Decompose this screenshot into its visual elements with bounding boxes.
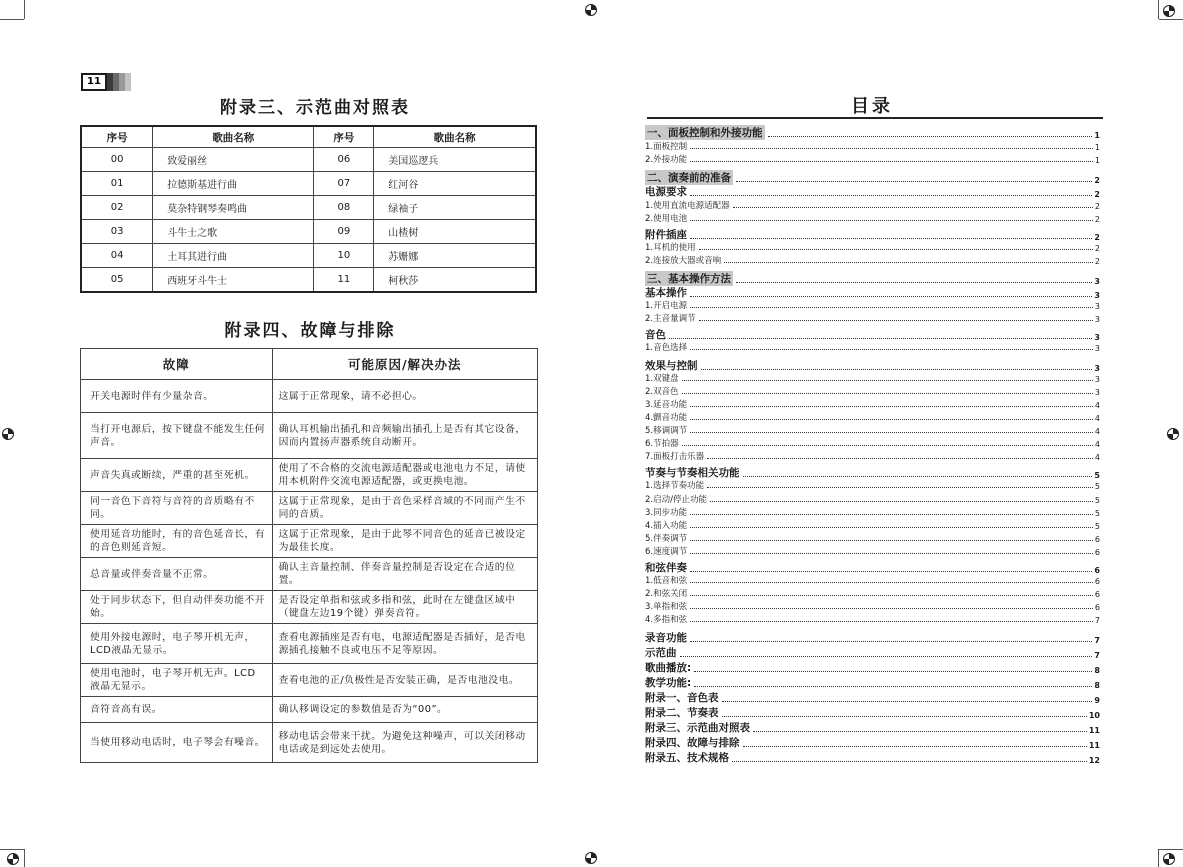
song-number-cell: 08	[314, 196, 374, 220]
toc-entry	[645, 613, 1100, 625]
toc-page-number: 6	[1094, 535, 1100, 544]
page-number	[81, 73, 107, 91]
toc-dot-leader	[733, 207, 1093, 208]
toc-entry-label: 附录三、示范曲对照表	[645, 722, 750, 734]
song-name-cell: 斗牛士之歌	[153, 220, 314, 244]
troubleshooting-table	[80, 348, 538, 763]
toc-dot-leader	[690, 582, 1093, 583]
toc-page-number: 8	[1094, 666, 1100, 675]
solution-cell: 确认耳机输出插孔和音频输出插孔上是否有其它设备，因而内置扬声器系统自动断开。	[272, 413, 537, 459]
toc-dot-leader	[722, 716, 1087, 717]
toc-dot-leader	[690, 419, 1093, 420]
song-number-cell: 10	[314, 244, 374, 268]
toc-entry-label: 1.使用直流电源适配器	[645, 201, 730, 211]
toc-page-number: 10	[1088, 711, 1100, 720]
toc-entry	[645, 341, 1100, 353]
toc-entry	[645, 299, 1100, 311]
toc-entry-label: 三、基本操作方法	[647, 273, 731, 285]
toc-entry	[645, 750, 1100, 765]
toc-entry	[645, 690, 1100, 705]
toc-entry	[645, 327, 1100, 342]
fault-cell: 当使用移动电话时，电子琴会有噪音。	[81, 723, 273, 763]
crop-mark	[0, 849, 24, 850]
toc-entry-label: 附录四、故障与排除	[645, 737, 740, 749]
toc-page-number: 2	[1094, 233, 1100, 242]
toc-dot-leader	[690, 148, 1093, 149]
toc-page-number: 3	[1094, 364, 1100, 373]
toc-dot-leader	[722, 701, 1093, 702]
toc-page-number: 6	[1094, 577, 1100, 586]
toc-entry-label: 效果与控制	[645, 360, 698, 372]
toc-entry	[645, 285, 1100, 300]
toc-entry-label: 6.节拍器	[645, 439, 679, 449]
toc-dot-leader	[690, 432, 1093, 433]
song-name-cell: 莫杂特钢琴奏鸣曲	[153, 196, 314, 220]
song-number-cell: 11	[314, 268, 374, 293]
toc-dot-leader	[699, 249, 1093, 250]
toc-entry	[645, 184, 1100, 199]
song-name-cell: 美国巡逻兵	[374, 148, 536, 172]
toc-dot-leader	[690, 595, 1093, 596]
songs-section-title: 附录三、示范曲对照表	[220, 98, 410, 118]
crop-mark	[24, 849, 25, 867]
toc-page-number: 6	[1094, 590, 1100, 599]
toc-dot-leader	[690, 161, 1093, 162]
toc-entry	[645, 660, 1100, 675]
toc-page-number: 2	[1094, 190, 1100, 199]
registration-mark-icon	[1162, 4, 1176, 18]
toc-entry-label: 音色	[645, 329, 666, 341]
toc-entry-label: 3.同步功能	[645, 508, 688, 518]
fault-cell: 同一音色下音符与音符的音质略有不同。	[81, 492, 273, 525]
solution-cell: 确认移调设定的参数值是否为“00”。	[272, 697, 537, 723]
toc-entry	[645, 532, 1100, 544]
toc-page-number: 4	[1094, 401, 1100, 410]
toc-page-number: 3	[1094, 291, 1100, 300]
toc-chapter	[645, 170, 1100, 185]
toc-page-number: 7	[1094, 636, 1100, 645]
toc-dot-leader	[680, 656, 1093, 657]
toc-entry-label: 2.双音色	[645, 387, 679, 397]
table-row	[81, 624, 538, 664]
toc-entry	[645, 424, 1100, 436]
table-row	[81, 664, 538, 697]
toc-dot-leader	[699, 320, 1093, 321]
column-header: 序号	[81, 126, 153, 148]
toc-entry	[645, 140, 1100, 152]
toc-entry	[645, 385, 1100, 397]
solution-cell: 是否设定单指和弦或多指和弦，此时在左键盘区域中（键盘左边19个键）弹奏音符。	[272, 591, 537, 624]
registration-mark-icon	[6, 852, 20, 866]
toc-page-number: 12	[1088, 756, 1100, 765]
toc-entry-label: 1.开启电源	[645, 301, 688, 311]
toc-entry-label: 4.颤音功能	[645, 413, 688, 423]
toc-dot-leader	[682, 445, 1093, 446]
toc-entry-label: 2.和弦关闭	[645, 589, 688, 599]
table-row	[81, 558, 538, 591]
toc-dot-leader	[682, 393, 1093, 394]
toc-page-number: 3	[1094, 302, 1100, 311]
page-number-label: 11	[83, 75, 105, 89]
song-number-cell: 04	[81, 244, 153, 268]
toc-page-number: 5	[1094, 509, 1100, 518]
toc-page-number: 2	[1094, 244, 1100, 253]
toc-entry	[645, 212, 1100, 224]
table-row	[81, 413, 538, 459]
toc-entry	[645, 254, 1100, 266]
faults-section-title: 附录四、故障与排除	[224, 321, 396, 341]
table-row	[81, 148, 536, 172]
toc-chapter	[645, 125, 1100, 140]
toc-dot-leader	[690, 349, 1093, 350]
table-row	[81, 380, 538, 413]
column-header: 故障	[81, 349, 273, 380]
column-header: 序号	[314, 126, 374, 148]
toc-page-number: 3	[1094, 277, 1100, 286]
toc-entry	[645, 479, 1100, 491]
column-header: 可能原因/解决办法	[272, 349, 537, 380]
fault-cell: 开关电源时伴有少量杂音。	[81, 380, 273, 413]
song-number-cell: 03	[81, 220, 153, 244]
toc-page-number: 2	[1094, 202, 1100, 211]
song-name-cell: 苏姗娜	[374, 244, 536, 268]
crop-mark	[1159, 19, 1183, 20]
toc-page-number: 4	[1094, 453, 1100, 462]
toc-entry-label: 节奏与节奏相关功能	[645, 467, 740, 479]
toc-dot-leader	[690, 514, 1093, 515]
toc-page-number: 2	[1094, 257, 1100, 266]
table-row	[81, 525, 538, 558]
toc-entry-label: 4.插入功能	[645, 521, 688, 531]
toc-dot-leader	[690, 527, 1093, 528]
toc-page-number: 2	[1094, 176, 1100, 185]
toc-entry	[645, 153, 1100, 165]
table-row	[81, 196, 536, 220]
toc-page-number: 4	[1094, 440, 1100, 449]
toc-entry-label: 2.连接放大器或音响	[645, 256, 722, 266]
table-row	[81, 591, 538, 624]
toc-dot-leader	[694, 671, 1092, 672]
fault-cell: 使用电池时，电子琴开机无声。LCD液晶无显示。	[81, 664, 273, 697]
fault-cell: 音符音高有误。	[81, 697, 273, 723]
column-header: 歌曲名称	[153, 126, 314, 148]
toc-dot-leader	[710, 501, 1093, 502]
toc-entry	[645, 398, 1100, 410]
demo-songs-table	[80, 125, 537, 293]
toc-entry-label: 电源要求	[645, 186, 687, 198]
toc-dot-leader	[690, 608, 1093, 609]
toc-entry-label: 和弦伴奏	[645, 562, 687, 574]
toc-dot-leader	[753, 731, 1087, 732]
column-header: 歌曲名称	[374, 126, 536, 148]
toc-entry-label: 5.移调调节	[645, 426, 688, 436]
song-number-cell: 07	[314, 172, 374, 196]
toc-dot-leader	[707, 487, 1093, 488]
toc-entry-label: 附件插座	[645, 229, 687, 241]
toc-entry	[645, 227, 1100, 242]
toc-entry	[645, 675, 1100, 690]
toc-page-number: 2	[1094, 215, 1100, 224]
solution-cell: 这属于正常现象，请不必担心。	[272, 380, 537, 413]
toc-page-number: 6	[1094, 548, 1100, 557]
song-number-cell: 00	[81, 148, 153, 172]
crop-mark	[0, 19, 24, 20]
toc-page-number: 7	[1094, 651, 1100, 660]
table-row	[81, 492, 538, 525]
song-number-cell: 06	[314, 148, 374, 172]
toc-dot-leader	[690, 540, 1093, 541]
toc-dot-leader	[768, 136, 1093, 137]
toc-entry	[645, 720, 1100, 735]
toc-entry	[645, 312, 1100, 324]
toc-page-number: 1	[1094, 131, 1100, 140]
solution-cell: 查看电源插座是否有电，电源适配器是否插好，是否电源插孔接触不良或电压不足等原因。	[272, 624, 537, 664]
registration-mark-icon	[584, 851, 598, 865]
toc-entry	[645, 358, 1100, 373]
toc-dot-leader	[694, 686, 1092, 687]
toc-entry-label: 教学功能:	[645, 677, 692, 689]
toc-entry-label: 2.启动/停止功能	[645, 495, 707, 505]
toc-title: 目录	[851, 96, 893, 117]
toc-dot-leader	[669, 338, 1092, 339]
toc-entry	[645, 437, 1100, 449]
song-name-cell: 柯秋莎	[374, 268, 536, 293]
toc-entry-label: 1.双键盘	[645, 374, 679, 384]
toc-entry	[645, 600, 1100, 612]
toc-page-number: 5	[1094, 522, 1100, 531]
song-name-cell: 致爱丽丝	[153, 148, 314, 172]
toc-dot-leader	[743, 746, 1087, 747]
solution-cell: 使用了不合格的交流电源适配器或电池电力不足，请使用本机附件交流电源适配器，或更换电池。	[272, 459, 537, 492]
registration-mark-icon	[584, 3, 598, 17]
toc-page-number: 1	[1094, 156, 1100, 165]
toc-entry-label: 3.延音功能	[645, 400, 688, 410]
toc-dot-leader	[736, 282, 1092, 283]
toc-dot-leader	[690, 553, 1093, 554]
crop-mark	[1158, 849, 1159, 867]
toc-entry	[645, 560, 1100, 575]
toc-dot-leader	[690, 238, 1092, 239]
toc-entry-label: 附录一、音色表	[645, 692, 719, 704]
toc-page-number: 3	[1094, 315, 1100, 324]
toc-dot-leader	[690, 296, 1092, 297]
toc-page-number: 8	[1094, 681, 1100, 690]
toc-entry	[645, 493, 1100, 505]
fault-cell: 当打开电源后，按下键盘不能发生任何声音。	[81, 413, 273, 459]
toc-entry-label: 附录五、技术规格	[645, 752, 729, 764]
toc-entry-label: 歌曲播放:	[645, 662, 692, 674]
toc-page-number: 11	[1088, 726, 1100, 735]
song-name-cell: 绿袖子	[374, 196, 536, 220]
toc-entry	[645, 199, 1100, 211]
toc-dot-leader	[724, 262, 1093, 263]
toc-page-number: 5	[1094, 471, 1100, 480]
toc-entry	[645, 574, 1100, 586]
toc-entry	[645, 506, 1100, 518]
toc-entry-label: 1.耳机的使用	[645, 243, 696, 253]
solution-cell: 查看电池的正/负极性是否安装正确，是否电池没电。	[272, 664, 537, 697]
registration-mark-icon	[1162, 852, 1176, 866]
song-name-cell: 拉德斯基进行曲	[153, 172, 314, 196]
toc-chapter	[645, 271, 1100, 286]
toc-page-number: 4	[1094, 414, 1100, 423]
toc-dot-leader	[690, 406, 1093, 407]
table-header-row	[81, 126, 536, 148]
toc-entry	[645, 545, 1100, 557]
table-row	[81, 697, 538, 723]
toc-page-number: 3	[1094, 333, 1100, 342]
toc-dot-leader	[732, 761, 1087, 762]
fault-cell: 声音失真或断续，严重的甚至死机。	[81, 459, 273, 492]
toc-entry-label: 1.低音和弦	[645, 576, 688, 586]
page-number-tab	[81, 73, 131, 91]
toc-entry	[645, 630, 1100, 645]
table-row	[81, 459, 538, 492]
toc-entry	[645, 645, 1100, 660]
toc-page-number: 6	[1094, 566, 1100, 575]
crop-mark	[24, 0, 25, 19]
toc-dot-leader	[690, 621, 1093, 622]
table-row	[81, 244, 536, 268]
toc-entry	[645, 465, 1100, 480]
song-name-cell: 山楂树	[374, 220, 536, 244]
toc-entry-label: 二、演奏前的准备	[647, 172, 731, 184]
solution-cell: 确认主音量控制、伴奏音量控制是否设定在合适的位置。	[272, 558, 537, 591]
toc-entry-label: 2.外接功能	[645, 155, 688, 165]
toc-page-number: 9	[1094, 696, 1100, 705]
toc-dot-leader	[690, 571, 1092, 572]
solution-cell: 这属于正常现象，是由于音色采样音域的不同而产生不同的音质。	[272, 492, 537, 525]
toc-entry-label: 录音功能	[645, 632, 687, 644]
song-number-cell: 01	[81, 172, 153, 196]
toc-dot-leader	[701, 369, 1093, 370]
table-row	[81, 723, 538, 763]
toc-page-number: 7	[1094, 616, 1100, 625]
toc-entry-label: 5.伴奏调节	[645, 534, 688, 544]
table-row	[81, 268, 536, 293]
toc-entry	[645, 450, 1100, 462]
toc-dot-leader	[690, 195, 1092, 196]
toc-page-number: 11	[1088, 741, 1100, 750]
toc-entry-label: 1.面板控制	[645, 142, 688, 152]
table-header-row	[81, 349, 538, 380]
toc-entry-label: 基本操作	[645, 287, 687, 299]
song-name-cell: 土耳其进行曲	[153, 244, 314, 268]
table-row	[81, 172, 536, 196]
toc-page-number: 3	[1094, 375, 1100, 384]
toc-entry-label: 1.音色选择	[645, 343, 688, 353]
toc-entry	[645, 705, 1100, 720]
toc-entry	[645, 372, 1100, 384]
toc-page-number: 4	[1094, 427, 1100, 436]
toc-page-number: 6	[1094, 603, 1100, 612]
toc-entry-label: 6.速度调节	[645, 547, 688, 557]
toc-entry	[645, 587, 1100, 599]
toc-dot-leader	[690, 220, 1093, 221]
toc-dot-leader	[690, 307, 1093, 308]
registration-mark-icon	[1, 427, 15, 441]
toc-entry-label: 附录二、节奏表	[645, 707, 719, 719]
toc-page-number: 3	[1094, 344, 1100, 353]
crop-mark	[1158, 0, 1159, 19]
toc-entry-label: 3.单指和弦	[645, 602, 688, 612]
toc-entry-label: 2.主音量调节	[645, 314, 696, 324]
song-number-cell: 09	[314, 220, 374, 244]
crop-mark	[1159, 849, 1183, 850]
fault-cell: 总音量或伴奏音量不正常。	[81, 558, 273, 591]
toc-entry	[645, 411, 1100, 423]
song-name-cell: 红河谷	[374, 172, 536, 196]
toc-entry-label: 7.面板打击乐器	[645, 452, 705, 462]
table-row	[81, 220, 536, 244]
toc-entry	[645, 519, 1100, 531]
toc-page-number: 5	[1094, 482, 1100, 491]
toc-entry-label: 一、面板控制和外接功能	[647, 127, 763, 139]
toc-dot-leader	[682, 380, 1093, 381]
toc-entry-label: 4.多指和弦	[645, 615, 688, 625]
toc-page-number: 5	[1094, 496, 1100, 505]
song-name-cell: 西班牙斗牛士	[153, 268, 314, 293]
toc-dot-leader	[736, 181, 1092, 182]
toc-entry	[645, 241, 1100, 253]
fault-cell: 处于同步状态下，但自动伴奏功能不开始。	[81, 591, 273, 624]
solution-cell: 这属于正常现象，是由于此琴不同音色的延音已被设定为最佳长度。	[272, 525, 537, 558]
toc-page-number: 3	[1094, 388, 1100, 397]
fault-cell: 使用外接电源时，电子琴开机无声，LCD液晶无显示。	[81, 624, 273, 664]
toc-entry	[645, 735, 1100, 750]
song-number-cell: 02	[81, 196, 153, 220]
toc-dot-leader	[707, 458, 1093, 459]
fault-cell: 使用延音功能时，有的音色延音长，有的音色则延音短。	[81, 525, 273, 558]
song-number-cell: 05	[81, 268, 153, 293]
toc-entry-label: 1.选择节奏功能	[645, 481, 705, 491]
toc-dot-leader	[743, 476, 1093, 477]
registration-mark-icon	[1166, 427, 1180, 441]
solution-cell: 移动电话会带来干扰。为避免这种噪声，可以关闭移动电话或是到远处去使用。	[272, 723, 537, 763]
toc-dot-leader	[690, 641, 1092, 642]
toc-entry-label: 示范曲	[645, 647, 677, 659]
toc-page-number: 1	[1094, 143, 1100, 152]
toc-entry-label: 2.使用电池	[645, 214, 688, 224]
toc-title-rule	[647, 117, 1103, 119]
